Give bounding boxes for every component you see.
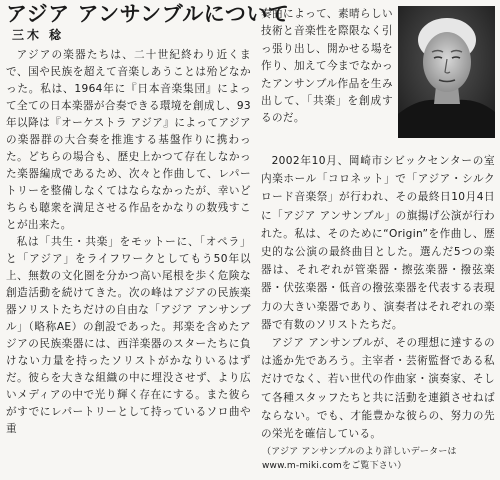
footnote [262, 445, 496, 473]
author-portrait-photo [398, 6, 495, 138]
paragraph-premiere: 2002年10月、岡崎市シビックセンターの室内楽ホール「コロネット」で「アジア・シルクロード音楽祭」が行われ、その最終日10月4日に「アジア アンサンブル」の旗揚げ公演が行われた。私は、そのために“Origin”を作曲し、歴史的な公演の最終曲目とした。選んだ5つの楽器は、それぞれが管楽器・擦弦楽器・撥弦楽器・伏弦楽器・低音の撥弦楽器を代表する表現力の大きい楽器であり、演奏者はそれぞれの楽器で有数のソリストたちだ。 [261, 155, 495, 331]
right-column [261, 152, 495, 444]
footnote-line-1: （アジア アンサンブルのより詳しいデーターは [262, 447, 457, 457]
paragraph-continued: 奏曲によって、素晴らしい技術と音楽性を際限なく引っ張り出し、開かせる場を作り、加えて今までなかったアンサンブル作品を生み出して、「共楽」を創成するのだ。 [261, 8, 393, 125]
right-top-column [261, 6, 393, 146]
paragraph-future: アジア アンサンブルが、その理想に達するのは遙か先であろう。主宰者・芸術監督である私だけでなく、若い世代の作曲家・演奏家、そして各種スタッフたちと共に活動を連鎖させねばならない。でも、才能豊かな彼らの、努力の先の栄光を確信している。 [261, 337, 495, 441]
left-column [6, 47, 251, 477]
paragraph-motto: 私は「共生・共楽」をモットーに、「オペラ」と「アジア」をライフワークとしてもう50年以上、無数の文化圏を分かつ高い尾根を歩く危険な創造活動を続けてきた。次の峰はアジアの民族楽器ソリストたちだけの自由な「アジア アンサンブル」（略称AE）の創設であった。邦楽を含めたアジアの民族楽器には、西洋楽器のスターたちに負けない力量を持ったソリストがかなりいるはずだ。彼らを大きな組織の中に埋没させず、より広いメディアの中で光り輝く存在にする。また彼らがすでにレパートリーとして持っているソロ曲や重 [6, 236, 251, 435]
article-title: アジア アンサンブルについて [6, 2, 290, 26]
paragraph-intro: アジアの楽器たちは、二十世紀終わり近くまで、国や民族を超えて音楽しあうことは殆どなかった。私は、1964年に『日本音楽集団』によって全ての日本楽器が合奏できる環境を創成し、93年以降は『オーケストラ アジア』によってアジアの楽器群の大合奏を推進する基盤作りに携わった。どちらの場合も、歴史上かつて存在しなかった楽器編成であるため、次々と作曲して、レパートリーを整備しなくてはならなかったが、幸いどちらも聴衆を満足させる作品をかなりの数残すことが出来た。 [6, 49, 251, 231]
footnote-link-line: www.m-miki.comをご覧下さい） [262, 461, 407, 471]
portrait-illustration [398, 6, 495, 138]
author-name: 三木 稔 [12, 28, 65, 42]
